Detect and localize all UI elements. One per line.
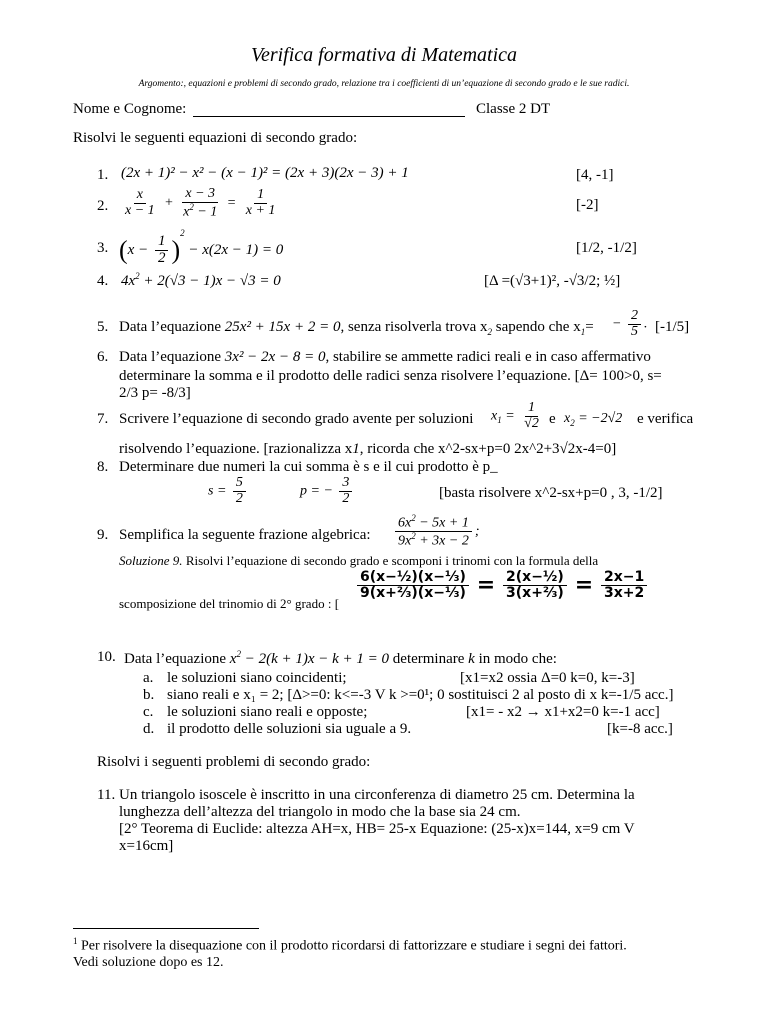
p7-l2: risolvendo l’equazione. [razionalizza x (119, 441, 353, 457)
p7-num: 7. (97, 411, 109, 427)
p10-a-answer: [x1=x2 ossia Δ=0 k=0, k=-3] (460, 670, 635, 686)
p10-b-text: siano reali e x₁ = 2; [Δ>=0: k<=-3 V k >=0¹; 0 sostituisci 2 al posto di x k=-1/5 acc.] (167, 687, 674, 703)
p8-s: s = $\frac{5}{2}$ (208, 476, 249, 506)
argomento: Argomento:, equazioni e problemi di secondo grado, relazione tra i coefficienti di un’equazione di secondo grado e le sue radici. (138, 79, 630, 89)
eq3-num: 3. (97, 240, 109, 256)
p9-handwritten-solution: $\frac{\text{6(x−½)(x−⅓)}}{\text{9(x+⅔)(x−⅓)}}$ = $\frac{\text{2(x−½)}}{\text{3(x+⅔)}}$ = $\frac{2x-1}{3x+2}$ (354, 570, 650, 600)
p10-b-label: b. (143, 687, 155, 703)
p10-d-label: d. (143, 721, 155, 737)
p5-sub: 2 (487, 327, 492, 337)
p10-post: determinare (392, 651, 465, 667)
p10-num: 10. (97, 649, 116, 665)
p9-num: 9. (97, 527, 109, 543)
nome-label: Nome e Cognome: (73, 101, 187, 117)
classe-label: Classe 2 DT (476, 101, 551, 117)
p5-mid2: sapendo che x (492, 319, 581, 335)
eq1-num: 1. (97, 167, 109, 183)
p5-text (119, 319, 594, 337)
p6-line3: 2/3 p= -8/3] (119, 385, 191, 401)
p5-answer: [-1/5] (655, 319, 690, 335)
p10-a-text: le soluzioni siano coincidenti; (167, 670, 347, 686)
eq2-num: 2. (97, 198, 109, 214)
p10-pre: Data l’equazione (124, 651, 227, 667)
p8-text: Determinare due numeri la cui somma è s e il cui prodotto è p_ (119, 459, 498, 475)
p9-sol-label: Soluzione 9. (119, 553, 183, 568)
p9-solution (119, 553, 598, 569)
p5-num: 5. (97, 319, 109, 335)
p7-x1: $x_1$ = $\frac{1}{√2}$ (491, 400, 539, 431)
p7-l2b: , ricorda che x^2-sx+p=0 2x^2+3√2x-4=0] (359, 441, 617, 457)
footnote (73, 936, 627, 955)
footnote-l1: Per risolvere la disequazione con il prodotto ricordarsi di fattorizzare e studiare i segni dei fattori. (77, 938, 627, 954)
nome-line (193, 101, 465, 117)
p8-hint: [basta risolvere x^2-sx+p=0 , 3, -1/2] (439, 485, 663, 501)
p6-l1: , stabilire se ammette radici reali e in caso affermativo (325, 349, 651, 365)
p6-line1 (119, 349, 651, 366)
p5-expr: 25x² + 15x + 2 = 0 (224, 319, 341, 335)
p9-sol2: scomposizione del trinomio di 2° grado : [ (119, 596, 340, 611)
p6-line2: determinare la somma e il prodotto delle radici senza risolvere l’equazione. [Δ= 100>0, s= (119, 368, 662, 384)
eq1-expr: (2x + 1)² − x² − (x − 1)² = (2x + 3)(2x − 3) + 1 (121, 165, 409, 181)
p11-num: 11. (97, 787, 116, 803)
eq4-answer: [Δ =(√3+1)², -√3/2; ½] (484, 273, 621, 289)
p9-fraction: $\frac{6x^2 - 5x + 1}{9x^2 + 3x - 2}$ ; (392, 514, 480, 550)
p6-pre: Data l’equazione (119, 349, 222, 365)
eq1-answer: [4, -1] (576, 167, 614, 183)
p9-sol-text: Risolvi l’equazione di secondo grado e scomponi i trinomi con la formula della (182, 553, 599, 568)
p10-post2: in modo che: (478, 651, 557, 667)
p8-num: 8. (97, 459, 109, 475)
p9-text: Semplifica la seguente frazione algebrica: (119, 527, 371, 543)
p7-e: e (549, 411, 556, 427)
p6-num: 6. (97, 349, 109, 365)
p10-d-text: il prodotto delle soluzioni sia uguale a 9. (167, 721, 412, 737)
eq3-expr: (x − $\frac{1}{2}$ )$^2$ − x(2x − 1) = 0 (119, 228, 284, 267)
footnote-l2: Vedi soluzione dopo es 12. (73, 955, 224, 970)
p10-text: Data l’equazione $x^2 - 2(k + 1)x - k + 1 = 0$ determinare k in modo che: (124, 649, 557, 667)
p7-line1b: e verifica (637, 411, 694, 427)
eq2-expr: $\frac{x}{x - 1}$ + $\frac{x - 3}{x^2 - 1}$ = $\frac{1}{x + 1}$ (125, 186, 276, 220)
p6-expr: 3x² − 2x − 8 = 0 (224, 349, 326, 365)
section-heading-2: Risolvi i seguenti problemi di secondo grado: (97, 754, 371, 770)
p11-l3: [2° Teorema di Euclide: altezza AH=x, HB= 25-x Equazione: (25-x)x=144, x=9 cm V (119, 821, 635, 837)
p8-p: p = − $\frac{3}{2}$ (300, 476, 355, 506)
p10-c-label: c. (143, 704, 154, 720)
eq2-answer: [-2] (576, 197, 599, 213)
p11-l1: Un triangolo isoscele è inscritto in una circonferenza di diametro 25 cm. Determina la (119, 787, 635, 803)
p5-sub1: 1 (580, 327, 586, 337)
eq4-expr: $4x^2 + 2(√3 - 1)x - √3 = 0$ (121, 271, 281, 289)
footnote-rule (73, 928, 259, 929)
p7-x2: $x_2 = -2√2$ (564, 411, 623, 428)
p11-l4: x=16cm] (119, 838, 174, 854)
page-title: Verifica formativa di Matematica (250, 44, 518, 66)
section-heading-1: Risolvi le seguenti equazioni di secondo grado: (73, 130, 358, 146)
p7-line1: Scrivere l’equazione di secondo grado avente per soluzioni (119, 411, 474, 427)
eq3-answer: [1/2, -1/2] (576, 240, 637, 256)
p5-pre: Data l’equazione (119, 319, 222, 335)
p11-text (119, 787, 694, 855)
footnote-mark: 1 (73, 936, 78, 946)
p10-a-label: a. (143, 670, 154, 686)
p7-line2: risolvendo l’equazione. [razionalizza x1, ricorda che x^2-sx+p=0 2x^2+3√2x-4=0] (119, 441, 617, 457)
p10-expr: $x^2 - 2(k + 1)x - k + 1 = 0$ (229, 649, 390, 667)
p5-frac: − $\frac{2}{5}$ . (612, 308, 648, 339)
p10-c-text: le soluzioni siano reali e opposte; (167, 704, 368, 720)
p10-c-answer: [x1= - x2 → x1+x2=0 k=-1 acc] (466, 704, 660, 720)
p5-eqsign: = (585, 319, 594, 335)
eq4-num: 4. (97, 273, 109, 289)
p10-d-answer: [k=-8 acc.] (607, 721, 673, 737)
p5-mid: , senza risolverla trova x (340, 319, 488, 335)
p11-l2: lunghezza dell’altezza del triangolo in modo che la base sia 24 cm. (119, 804, 521, 820)
